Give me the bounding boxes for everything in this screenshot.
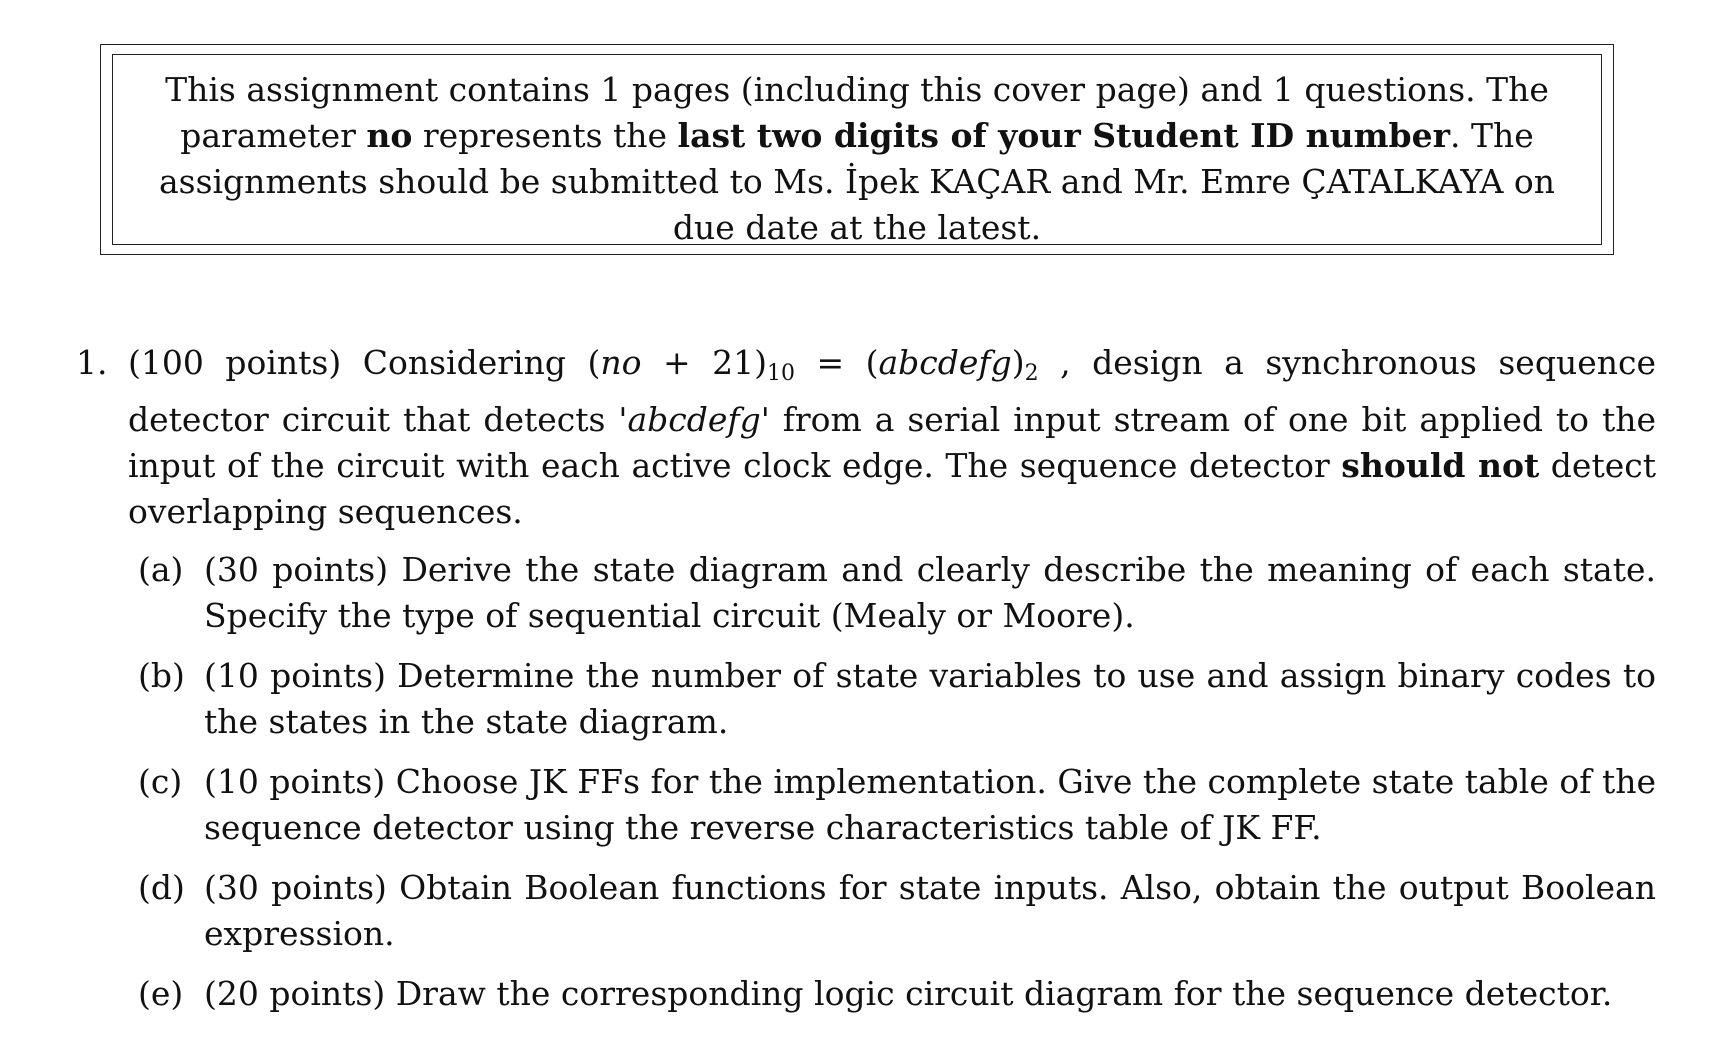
part-text: (10 points) Choose JK FFs for the implementation. Give the complete state table of the sequence detector using the reverse characteristics table of JK FF.	[204, 762, 1656, 847]
question-text-2: from a serial input stream of one bit applied to the input of the circuit with each active clock edge. The sequence detector	[128, 400, 1656, 485]
notice-bold-no: no	[366, 116, 413, 155]
question-points: (100 points) Considering (	[128, 343, 601, 382]
notice-segment-3: . The assignments should be submitted to Ms. İpek KAÇAR and Mr. Emre ÇATALKAYA on due date at the latest.	[158, 116, 1556, 247]
quoted-sequence: 'abcdefg'	[618, 400, 770, 439]
base-2: 2	[1024, 361, 1039, 386]
part-text: (20 points) Draw the corresponding logic circuit diagram for the sequence detector.	[204, 974, 1613, 1013]
part-label: (a)	[138, 550, 184, 589]
notice-text	[139, 67, 1575, 251]
part-e	[138, 971, 1656, 1017]
var-seq: abcdefg	[878, 343, 1012, 382]
notice-box	[100, 44, 1614, 255]
close-paren: )	[1011, 343, 1025, 382]
question-text-1: , design a synchronous sequence detector circuit that detects	[128, 343, 1656, 439]
question-1	[76, 340, 1656, 1031]
part-text: (30 points) Derive the state diagram and clearly describe the meaning of each state. Specify the type of sequential circuit (Mealy or Moore).	[204, 550, 1656, 635]
notice-segment-1: This assignment contains 1 pages (including this cover page) and 1 questions. The parameter	[165, 70, 1549, 155]
part-text: (30 points) Obtain Boolean functions for state inputs. Also, obtain the output Boolean expression.	[204, 868, 1656, 953]
sub-questions	[138, 547, 1656, 1017]
part-d	[138, 865, 1656, 957]
part-label: (b)	[138, 656, 185, 695]
part-b	[138, 653, 1656, 745]
part-label: (e)	[138, 974, 184, 1013]
notice-bold-id: last two digits of your Student ID number	[677, 116, 1450, 155]
part-a	[138, 547, 1656, 639]
part-c	[138, 759, 1656, 851]
question-statement	[128, 340, 1656, 535]
notice-inner-frame	[112, 54, 1602, 245]
plus-21: + 21)	[641, 343, 767, 382]
part-label: (c)	[138, 762, 183, 801]
equals-sign: = (	[794, 343, 879, 382]
var-no: no	[600, 343, 642, 382]
should-not-bold: should not	[1341, 446, 1540, 485]
question-number: 1.	[76, 343, 108, 382]
part-label: (d)	[138, 868, 185, 907]
notice-segment-2: represents the	[412, 116, 678, 155]
part-text: (10 points) Determine the number of state variables to use and assign binary codes to the states in the state diagram.	[204, 656, 1656, 741]
question-text-3: detect overlapping sequences.	[128, 446, 1656, 531]
base-10: 10	[766, 361, 795, 386]
